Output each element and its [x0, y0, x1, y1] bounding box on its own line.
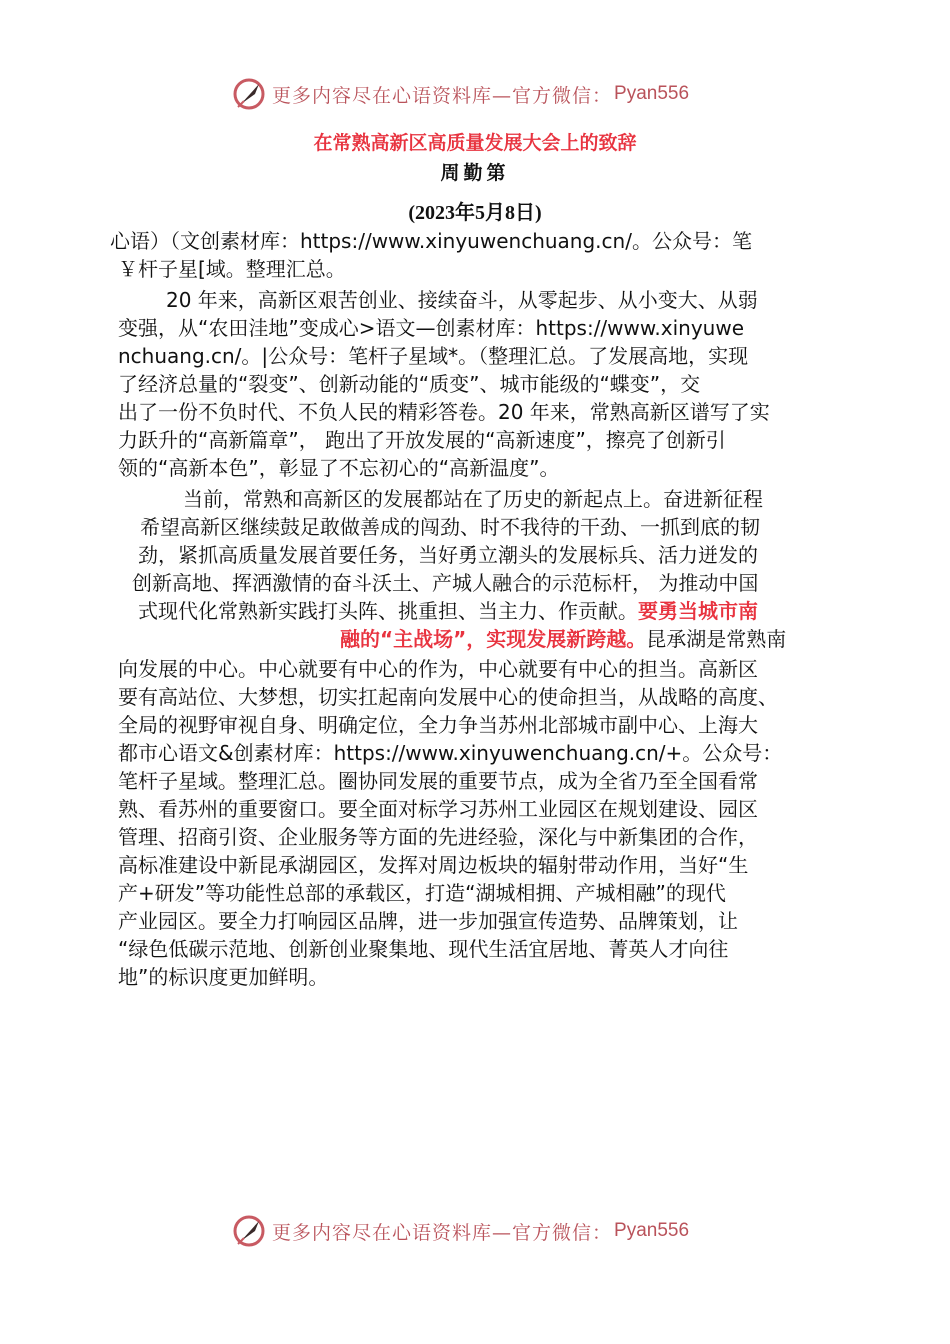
- body-line: 向发展的中心。中心就要有中心的作为，中心就要有中心的担当。高新区: [118, 657, 758, 681]
- quill-logo-icon: [232, 77, 266, 111]
- body-line: 笔杆子星域。整理汇总。圈协同发展的重要节点，成为全省乃至全国看常: [118, 769, 758, 793]
- body-line: 全局的视野审视自身、明确定位，全力争当苏州北部城市副中心、上海大: [118, 713, 758, 737]
- body-line: 希望高新区继续鼓足敢做善成的闯劲、时不我待的干劲、一抓到底的韧: [140, 515, 760, 539]
- body-line: [340, 626, 786, 652]
- body-line: ￥杆子星[域。整理汇总。: [118, 257, 346, 281]
- body-line: 劲，紧抓高质量发展首要任务，当好勇立潮头的发展标兵、活力迸发的: [138, 543, 758, 567]
- body-line: 20 年来，高新区艰苦创业、接续奋斗，从零起步、从小变大、从弱: [166, 288, 758, 312]
- body-line: 领的“高新本色”，彰显了不忘初心的“高新温度”。: [118, 456, 560, 480]
- body-text: 式现代化常熟新实践打头阵、挑重担、当主力、作贡献。: [138, 599, 638, 623]
- body-line: 出了一份不负时代、不负人民的精彩答卷。20 年来，常熟高新区谱写了实: [118, 400, 770, 424]
- highlight-text: 要勇当城市南: [638, 599, 758, 623]
- body-line: 管理、招商引资、企业服务等方面的先进经验，深化与中新集团的合作，: [118, 825, 758, 849]
- body-line: 熟、看苏州的重要窗口。要全面对标学习苏州工业园区在规划建设、园区: [118, 797, 758, 821]
- document-author: 周勤第: [440, 162, 510, 184]
- body-line: “绿色低碳示范地、创新创业聚集地、现代生活宜居地、菁英人才向往: [118, 937, 729, 961]
- footer-watermark: [232, 1213, 689, 1249]
- watermark-text: 更多内容尽在心语资料库—官方微信：: [272, 84, 613, 107]
- body-line: 产业园区。要全力打响园区品牌，进一步加强宣传造势、品牌策划，让: [118, 909, 738, 933]
- body-text: 昆承湖是常熟南: [646, 627, 787, 651]
- watermark-text: 更多内容尽在心语资料库—官方微信：: [272, 1221, 613, 1244]
- quill-logo-icon: [232, 1214, 266, 1248]
- body-line: 地”的标识度更加鲜明。: [118, 965, 329, 989]
- body-line: 变强，从“农田洼地”变成心>语文—创素材库：https://www.xinyuwe: [118, 316, 745, 340]
- body-line: nchuang.cn/。|公众号：笔杆子星域*。（整理汇总。了发展高地，实现: [118, 344, 749, 368]
- document-title: 在常熟高新区高质量发展大会上的致辞: [313, 132, 637, 154]
- header-watermark: [232, 76, 689, 112]
- watermark-wechat-id: Pyan556: [614, 1220, 690, 1241]
- body-line: 当前，常熟和高新区的发展都站在了历史的新起点上。奋进新征程: [183, 487, 763, 511]
- body-line: 创新高地、挥洒激情的奋斗沃土、产城人融合的示范标杆， 为推动中国: [132, 571, 759, 595]
- body-line: 力跃升的“高新篇章”， 跑出了开放发展的“高新速度”，擦亮了创新引: [118, 428, 726, 452]
- body-line: [138, 598, 758, 624]
- body-line: 高标准建设中新昆承湖园区，发挥对周边板块的辐射带动作用，当好“生: [118, 853, 749, 877]
- body-line: 都市心语文&创素材库：https://www.xinyuwenchuang.cn/+。公众号：: [118, 741, 783, 765]
- body-line: 了经济总量的“裂变”、创新动能的“质变”、城市能级的“蝶变”，交: [118, 372, 701, 396]
- body-line: 心语）（文创素材库：https://www.xinyuwenchuang.cn/。公众号：笔: [110, 229, 752, 253]
- watermark-wechat-id: Pyan556: [614, 83, 690, 104]
- body-line: 产+研发”等功能性总部的承载区，打造“湖城相拥、产城相融”的现代: [118, 881, 726, 905]
- highlight-text: 融的“主战场”，实现发展新跨越。: [340, 627, 647, 651]
- body-line: 要有高站位、大梦想，切实扛起南向发展中心的使命担当，从战略的高度、: [118, 685, 778, 709]
- document-date: (2023年5月8日): [408, 202, 542, 224]
